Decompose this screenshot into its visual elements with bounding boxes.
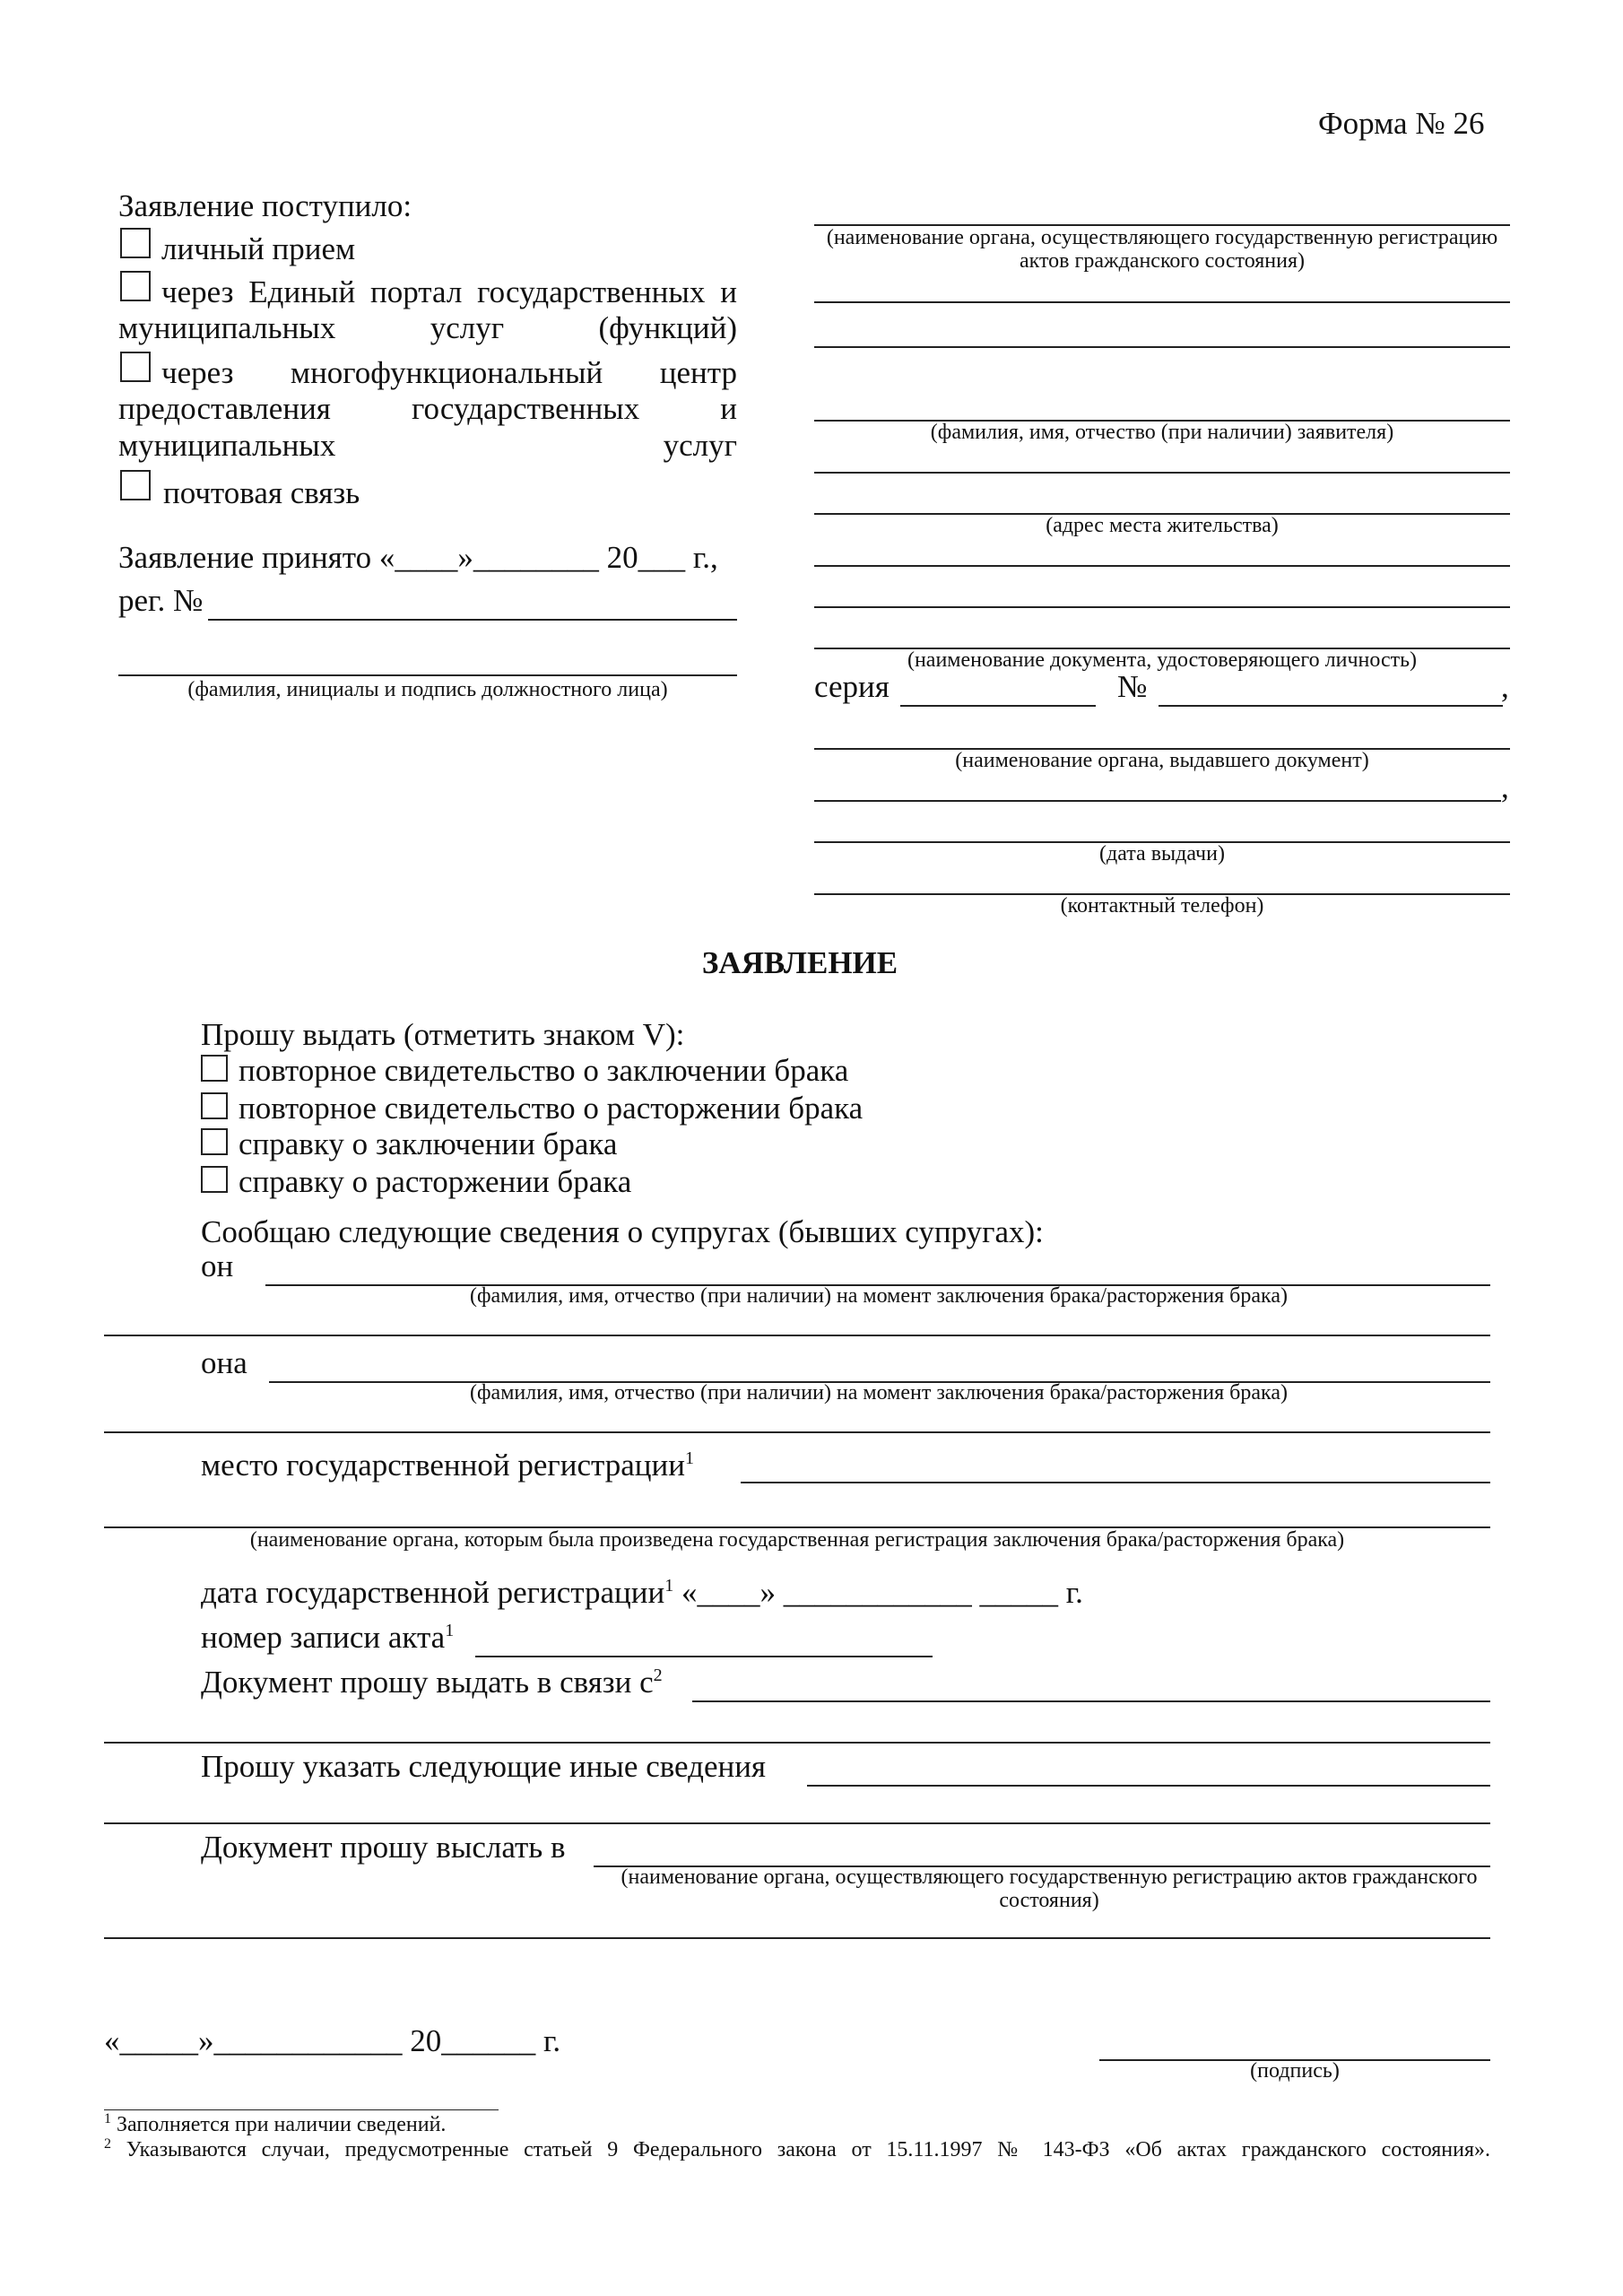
phone-caption: (контактный телефон) [1060, 894, 1264, 918]
form-number: Форма № 26 [1318, 106, 1485, 141]
registration-place-label: место государственной регистрации$^1$ [201, 1448, 694, 1483]
issuer-input[interactable] [814, 716, 1510, 748]
signature-input[interactable] [1099, 2027, 1490, 2059]
issuer-line-2 [814, 800, 1501, 802]
option-marriage-reference: справку о заключении брака [239, 1126, 618, 1161]
series-label: серия [814, 669, 890, 704]
she-name-line-2 [104, 1431, 1490, 1433]
series-input[interactable] [900, 673, 1096, 705]
official-signature-input[interactable] [118, 642, 737, 674]
checkbox-divorce-reference[interactable] [201, 1166, 228, 1193]
id-doc-caption: (наименование документа, удостоверяющего личность) [907, 648, 1418, 672]
reason-line [692, 1700, 1490, 1702]
option-marriage-certificate: повторное свидетельство о заключении брака [239, 1053, 849, 1088]
option-divorce-certificate: повторное свидетельство о расторжении брака [239, 1091, 864, 1126]
official-caption: (фамилия, инициалы и подпись должностного лица) [187, 678, 668, 701]
checkbox-marriage-reference[interactable] [201, 1128, 228, 1155]
he-name-caption: (фамилия, имя, отчество (при наличии) на момент заключения брака/расторжения брака) [470, 1284, 1288, 1308]
checkbox-divorce-certificate[interactable] [201, 1092, 228, 1119]
footnote-2: $^2$ Указываются случаи, предусмотренные статьей 9 Федерального закона от 15.11.1997 № 143-ФЗ «Об актах гражданского состояния». [104, 2136, 1490, 2161]
registration-place-input[interactable] [741, 1449, 1490, 1482]
request-label: Прошу выдать (отметить знаком V): [201, 1017, 685, 1052]
doc-number-input[interactable] [1159, 673, 1503, 705]
authority-line-2 [814, 301, 1510, 303]
spouses-intro: Сообщаю следующие сведения о супругах (бывших супругах): [201, 1214, 1044, 1249]
phone-input[interactable] [814, 861, 1510, 893]
applicant-line-2 [814, 472, 1510, 474]
send-to-line-2 [104, 1937, 1490, 1939]
reg-no-input[interactable] [208, 587, 737, 619]
issue-date-caption: (дата выдачи) [1099, 842, 1225, 865]
reason-label: Документ прошу выдать в связи $с^2$ [201, 1665, 663, 1700]
option-personal-visit: личный прием [161, 231, 356, 266]
reg-no-line [208, 619, 737, 621]
doc-number-line [1159, 705, 1503, 707]
reason-line-2 [104, 1742, 1490, 1744]
authority-line-3 [814, 346, 1510, 348]
she-label: она [201, 1345, 247, 1380]
he-name-input[interactable] [265, 1252, 1490, 1284]
applicant-caption: (фамилия, имя, отчество (при наличии) заявителя) [930, 421, 1394, 444]
registration-date-label: дата государственной регистрации$^1$ «____» ____________ _____ г. [201, 1575, 1083, 1610]
other-info-input[interactable] [807, 1752, 1490, 1785]
received-label: Заявление поступило: [118, 188, 412, 223]
option-mfc: через многофункциональный центр предоставления государственных и муниципальных услуг [118, 355, 737, 463]
other-info-label: Прошу указать следующие иные сведения [201, 1749, 767, 1784]
issue-date-input[interactable] [814, 809, 1510, 841]
she-name-caption: (фамилия, имя, отчество (при наличии) на момент заключения брака/расторжения брака) [470, 1381, 1288, 1405]
document-title: ЗАЯВЛЕНИЕ [701, 945, 898, 980]
he-label: он [201, 1248, 234, 1283]
she-name-input[interactable] [269, 1349, 1490, 1381]
reason-input[interactable] [692, 1668, 1490, 1700]
option-post: почтовая связь [163, 475, 360, 510]
he-name-line-2 [104, 1335, 1490, 1336]
registration-place-line [741, 1482, 1490, 1483]
series-line [900, 705, 1096, 707]
other-info-line-2 [104, 1822, 1490, 1824]
footnote-separator [104, 2109, 499, 2110]
doc-number-label: № [1117, 669, 1148, 704]
record-number-line [475, 1656, 933, 1657]
option-state-portal: через Единый портал государственных и муниципальных услуг (функций) [118, 274, 737, 346]
send-to-caption: (наименование органа, осуществляющего государственную регистрацию актов гражданского состояния) [621, 1866, 1478, 1913]
record-number-input[interactable] [475, 1623, 933, 1656]
signature-caption: (подпись) [1250, 2059, 1340, 2083]
checkbox-personal-visit[interactable] [120, 228, 151, 258]
id-doc-input[interactable] [814, 615, 1510, 648]
other-info-line [807, 1785, 1490, 1787]
checkbox-marriage-certificate[interactable] [201, 1055, 228, 1082]
address-input[interactable] [814, 481, 1510, 513]
reg-no-label: рег. № [118, 583, 204, 618]
address-caption: (адрес места жительства) [1046, 514, 1279, 537]
accepted-date: Заявление принято «____»________ 20___ г., [118, 540, 718, 575]
record-number-label: номер записи акта$^1$ [201, 1620, 455, 1655]
registration-place-caption: (наименование органа, которым была произведена государственная регистрация заключения брака/расторжения брака) [249, 1528, 1345, 1552]
send-to-input[interactable] [594, 1833, 1490, 1866]
applicant-name-input[interactable] [814, 387, 1510, 420]
footnote-1: $^1$ Заполняется при наличии сведений. [104, 2111, 447, 2136]
option-divorce-reference: справку о расторжении брака [239, 1164, 632, 1199]
authority-caption: (наименование органа, осуществляющего государственную регистрацию актов гражданского состояния) [826, 226, 1498, 274]
send-to-label: Документ прошу выслать в [201, 1830, 566, 1865]
address-line-3 [814, 606, 1510, 608]
signature-date: «_____»____________ 20______ г. [104, 2023, 561, 2058]
official-signature-line [118, 674, 737, 676]
issuer-caption: (наименование органа, выдавшего документ) [955, 749, 1369, 772]
address-line-2 [814, 565, 1510, 567]
checkbox-post[interactable] [120, 470, 151, 500]
